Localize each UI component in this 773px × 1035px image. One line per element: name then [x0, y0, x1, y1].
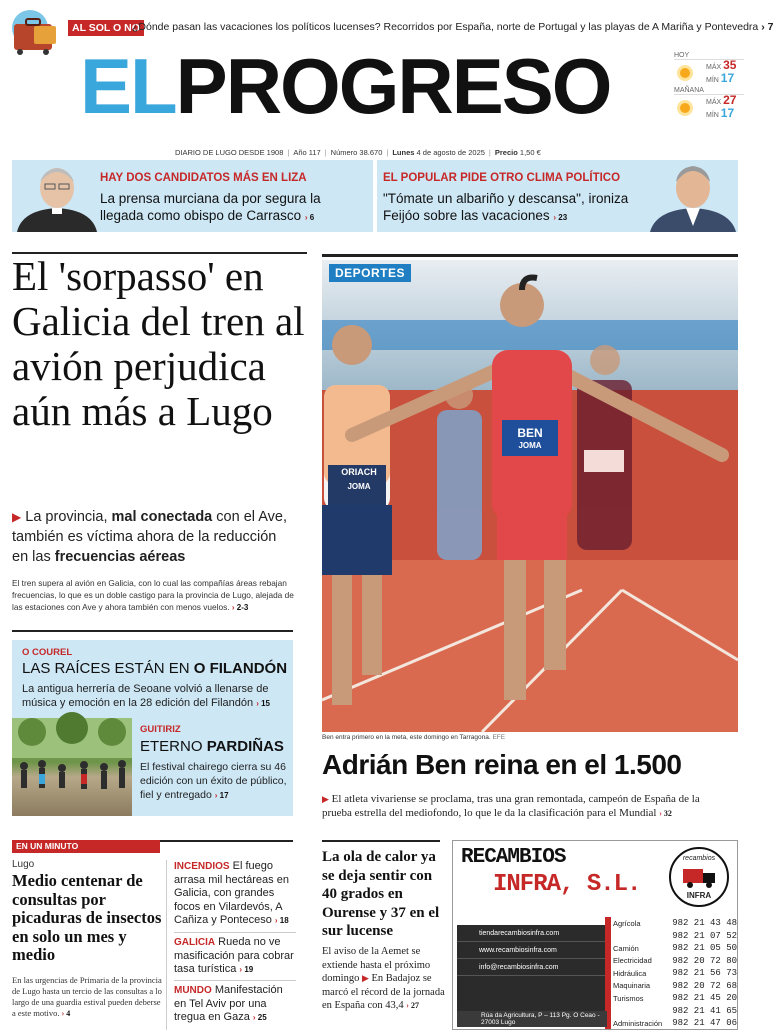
suitcase-icon — [8, 6, 64, 56]
brief-divider — [174, 980, 296, 981]
al-sol-tag: AL SOL O NO — [68, 20, 144, 36]
guitiriz-text: El festival chairego cierra su 46 edición con un éxito de público, fiel y entregado › 17 — [140, 760, 288, 803]
athlete-finish-photo — [322, 260, 738, 732]
brief-divider — [174, 932, 296, 933]
bib-sponsor-left: JOMA — [347, 482, 371, 491]
ad-contact-panel — [457, 925, 607, 1011]
ad-subtitle: INFRA, S.L. — [493, 871, 641, 898]
ad-address: Rúa da Agricultura, P – 113 Pg. O Ceao - 27003 Lugo — [457, 1011, 607, 1027]
ad-phone-row: 982 21 41 65 — [672, 1005, 737, 1016]
ad-phone-row: Administración 982 21 47 06 — [613, 1018, 737, 1029]
courel-headline[interactable]: LAS RAÍCES ESTÁN EN O FILANDÓN — [22, 660, 288, 677]
teaser-text: "Tómate un albariño y descansa", ironiza Feijóo sobre las vacaciones › 23 — [383, 190, 653, 226]
al-sol-teaser[interactable]: ¿Dónde pasan las vacaciones los políticos lucenses? Recorridos por España, norte de Portugal y las playas de A Mariña y Pontevedra › 7 — [132, 21, 773, 33]
guitiriz-kicker: GUITIRIZ — [140, 724, 181, 735]
deportes-tag[interactable]: DEPORTES — [329, 264, 411, 282]
section-divider — [160, 840, 293, 842]
bib-sponsor-center: JOMA — [518, 441, 542, 450]
ad-phone-row: Maquinaria 982 20 72 68 — [613, 980, 737, 991]
section-divider — [322, 840, 440, 842]
sports-lead: ▶ El atleta vivariense se proclama, tras una gran remontada, campeón de España de la prueba estrella del mediofondo, lo que le da la clasificación para el Mundial › 32 — [322, 792, 722, 821]
teaser-kicker: EL POPULAR PIDE OTRO CLIMA POLÍTICO — [383, 172, 621, 184]
ad-phone-row: Agrícola 982 21 43 48 — [613, 918, 737, 929]
tomorrow-min: 17 — [720, 105, 735, 120]
teaser-text: La prensa murciana da por segura la llegada como obispo de Carrasco › 6 — [100, 190, 365, 226]
ad-phone-list — [613, 917, 737, 1030]
bib-ben: BEN — [517, 426, 543, 440]
ad-shop-link[interactable]: tiendarecambiosinfra.com — [457, 925, 607, 942]
weather-tomorrow-row: MÁX 27 MÍN 17 — [674, 94, 744, 120]
teaser-feijoo[interactable] — [377, 160, 738, 232]
al-sol-ref: 7 — [767, 21, 773, 33]
today-max: 35 — [723, 57, 737, 72]
ad-phone-row: Turismos 982 21 45 20 — [613, 993, 737, 1004]
column-divider — [166, 860, 167, 1030]
main-lead: ▶ La provincia, mal conectada con el Ave, también es víctima ahora de la reducción en las frecuencias aéreas — [12, 509, 287, 565]
ad-phone-row: 982 21 07 52 — [672, 930, 737, 941]
en-un-minuto-label: EN UN MINUTO — [12, 840, 160, 853]
sports-divider — [322, 254, 738, 257]
today-min: 17 — [720, 70, 735, 85]
guitiriz-headline[interactable]: ETERNO PARDIÑAS — [140, 738, 284, 755]
ad-phone-row: Electricidad 982 20 72 80 — [613, 955, 737, 966]
top-strip — [0, 0, 773, 44]
bishop-portrait — [12, 160, 102, 232]
ad-phone-row: Hidráulica 982 21 56 73 — [613, 968, 737, 979]
issue-info: DIARIO DE LUGO DESDE 1908 | Año 117 | Número 38.670 | Lunes 4 de agosto de 2025 | Precio 1,50 € — [175, 148, 541, 157]
insect-body: En las urgencias de Primaria de la provincia de Lugo hasta un tercio de las consultas a lo largo de una guardia estival pueden deberse a este motivo. › 4 — [12, 975, 162, 1019]
feijoo-portrait — [648, 160, 738, 232]
masthead-logo — [80, 42, 611, 130]
bib-oriach: ORIACH — [341, 467, 377, 477]
ad-web-link[interactable]: www.recambiosinfra.com — [457, 942, 607, 959]
heat-headline[interactable]: La ola de calor ya se deja sentir con 40 grados en Ourense y 37 en el sur lucense — [322, 849, 440, 939]
ad-title: RECAMBIOS — [461, 846, 566, 869]
al-sol-text: ¿Dónde pasan las vacaciones los políticos lucenses? Recorridos por España, norte de Portugal y las playas de A Mariña y Pontevedra — [132, 21, 759, 33]
teaser-obispo[interactable] — [12, 160, 373, 232]
weather-today-label: HOY — [674, 52, 690, 59]
brief-galicia[interactable]: GALICIA Rueda no ve masificación para cobrar tasa turística › 19 — [174, 936, 296, 977]
courel-kicker: O COUREL — [22, 647, 73, 658]
ad-email-link[interactable]: info@recambiosinfra.com — [457, 959, 607, 976]
truck-logo-icon: recambios INFRA — [669, 847, 729, 907]
recambios-infra-ad[interactable] — [452, 840, 738, 1030]
logo-el: EL — [80, 42, 176, 130]
courel-text: La antigua herrería de Seoane volvió a llenarse de música y emoción en la 28 edición del Filandón › 15 — [22, 682, 284, 711]
sun-icon — [674, 62, 696, 84]
brief-incendios[interactable]: INCENDIOS El fuego arrasa mil hectáreas en Galicia, con grandes focos en Vilardevós, A Cañiza y Ponteceso › 18 — [174, 860, 296, 928]
tomorrow-max: 27 — [723, 92, 737, 107]
teaser-kicker: HAY DOS CANDIDATOS MÁS EN LIZA — [100, 172, 307, 184]
main-headline[interactable]: El 'sorpasso' en Galicia del tren al avión perjudica aún más a Lugo — [12, 253, 305, 434]
weather-tomorrow-label: MAÑANA — [674, 87, 704, 94]
sun-icon — [674, 97, 696, 119]
logo-progreso: PROGRESO — [175, 42, 611, 130]
insect-headline[interactable]: Medio centenar de consultas por picaduras de insectos en solo un mes y medio — [12, 871, 162, 964]
weather-today-row: MÁX 35 MÍN 17 — [674, 59, 744, 85]
brief-mundo[interactable]: MUNDO Manifestación en Tel Aviv por una tregua en Gaza › 25 — [174, 984, 296, 1025]
photo-caption: Ben entra primero en la meta, este domingo en Tarragona. EFE — [322, 734, 506, 741]
heat-body: El aviso de la Aemet se extiende hasta el próximo domingo ▶ En Badajoz se marcó el récord de la jornada en España con 43,4 › 27 — [322, 945, 447, 1013]
ad-phone-row: Camión 982 21 05 50 — [613, 943, 737, 954]
sports-headline[interactable]: Adrián Ben reina en el 1.500 — [322, 749, 682, 780]
section-divider — [12, 630, 293, 632]
main-body: El tren supera al avión en Galicia, con lo cual las compañías áreas rebajan frecuencias, lo que es un doble castigo para la provincia de Lugo, alejada de las estaciones con Ave y ahora también con menos vuelos. › 2-3 — [12, 577, 297, 614]
festival-crowd-photo — [12, 718, 132, 816]
weather-widget — [674, 52, 744, 120]
lugo-location: Lugo — [12, 859, 35, 870]
